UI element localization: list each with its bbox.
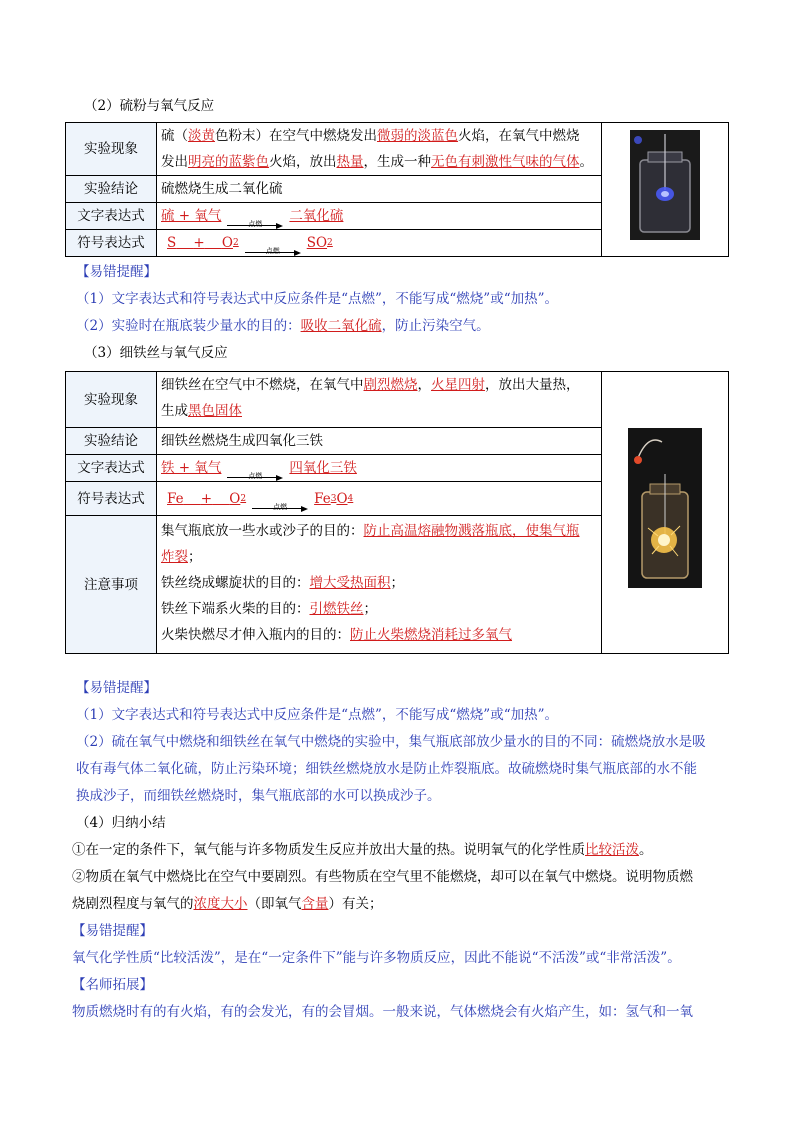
tip-text: （2）硫在氧气中燃烧和细铁丝在氧气中燃烧的实验中，集气瓶底部放少量水的目的不同：硫燃烧放水是吸 <box>76 734 706 750</box>
reaction-arrow-icon: 点燃 <box>227 467 283 481</box>
sulfur-table <box>65 122 729 257</box>
reaction-arrow-icon: 点燃 <box>245 242 301 256</box>
tip-text: 收有毒气体二氧化硫，防止污染环境；细铁丝燃烧放水是防止炸裂瓶底。故硫燃烧时集气瓶底部的水不能 <box>76 761 697 777</box>
iron-burning-jar-image <box>628 428 702 588</box>
reaction-arrow-icon: 点燃 <box>252 498 308 512</box>
tip-title: 【易错提醒】 <box>76 264 157 280</box>
section-heading-iron: （3）细铁丝与氧气反应 <box>84 345 228 361</box>
tip-text: 氧气化学性质“比较活泼”，是在“一定条件下”能与许多物质反应，因此不能说“不活泼”或“非常活泼”。 <box>72 950 681 966</box>
extension-title: 【名师拓展】 <box>72 977 153 993</box>
sulfur-conclusion: 硫燃烧生成二氧化硫 <box>157 176 602 203</box>
summary-point-1: ①在一定的条件下，氧气能与许多物质发生反应并放出大量的热。说明氧气的化学性质比较活泼。 <box>72 842 653 858</box>
tip-text: 换成沙子，而细铁丝燃烧时，集气瓶底部的水可以换成沙子。 <box>76 788 441 804</box>
iron-jar-photo <box>602 372 729 654</box>
row-label-conclusion: 实验结论 <box>66 176 157 203</box>
row-label-notes: 注意事项 <box>66 516 157 654</box>
extension-text: 物质燃烧时有的有火焰，有的会发光，有的会冒烟。一般来说，气体燃烧会有火焰产生，如：氢气和一氧 <box>72 1004 693 1020</box>
sulfur-phenomenon: 硫（淡黄色粉末）在空气中燃烧发出微弱的淡蓝色火焰，在氧气中燃烧 发出明亮的蓝紫色火焰，放出热量，生成一种无色有刺激性气味的气体。 <box>157 123 602 176</box>
iron-notes: 集气瓶底放一些水或沙子的目的：防止高温熔融物溅落瓶底，使集气瓶 炸裂； 铁丝绕成螺旋状的目的：增大受热面积； 铁丝下端系火柴的目的：引燃铁丝； 火柴快燃尽才伸入瓶内的目的：防止火柴燃烧消耗过多氧气 <box>157 516 602 654</box>
reaction-arrow-icon: 点燃 <box>227 215 283 229</box>
iron-word-equation: 铁 + 氧气 点燃 四氧化三铁 <box>157 455 602 482</box>
sulfur-jar-photo <box>602 123 729 257</box>
iron-conclusion: 细铁丝燃烧生成四氧化三铁 <box>157 428 602 455</box>
sulfur-burning-jar-image <box>630 130 700 240</box>
sulfur-word-equation: 硫 + 氧气 点燃 二氧化硫 <box>157 203 602 230</box>
iron-phenomenon: 细铁丝在空气中不燃烧，在氧气中剧烈燃烧，火星四射，放出大量热， 生成黑色固体 <box>157 372 602 428</box>
row-label-conclusion: 实验结论 <box>66 428 157 455</box>
sulfur-symbol-equation: S + O 2 点燃 SO 2 <box>157 230 602 257</box>
iron-table <box>65 371 729 654</box>
iron-symbol-equation: Fe + O 2 点燃 Fe 3 O 4 <box>157 482 602 516</box>
row-label-phenomenon: 实验现象 <box>66 123 157 176</box>
row-label-symbol-equation: 符号表达式 <box>66 230 157 257</box>
summary-point-2-cont: 烧剧烈程度与氧气的浓度大小（即氧气含量）有关； <box>72 896 383 912</box>
row-label-word-equation: 文字表达式 <box>66 455 157 482</box>
tip-text: （1）文字表达式和符号表达式中反应条件是“点燃”，不能写成“燃烧”或“加热”。 <box>76 707 558 723</box>
tip-text: （2）实验时在瓶底装少量水的目的：吸收二氧化硫，防止污染空气。 <box>76 318 490 334</box>
tip-text: （1）文字表达式和符号表达式中反应条件是“点燃”，不能写成“燃烧”或“加热”。 <box>76 291 558 307</box>
summary-point-2: ②物质在氧气中燃烧比在空气中要剧烈。有些物质在空气里不能燃烧，却可以在氧气中燃烧。说明物质燃 <box>72 869 693 885</box>
tip-title: 【易错提醒】 <box>76 680 157 696</box>
row-label-symbol-equation: 符号表达式 <box>66 482 157 516</box>
tip-title: 【易错提醒】 <box>72 923 153 939</box>
section-heading-sulfur: （2）硫粉与氧气反应 <box>84 98 215 114</box>
row-label-phenomenon: 实验现象 <box>66 372 157 428</box>
row-label-word-equation: 文字表达式 <box>66 203 157 230</box>
section-heading-summary: （4）归纳小结 <box>76 815 166 831</box>
